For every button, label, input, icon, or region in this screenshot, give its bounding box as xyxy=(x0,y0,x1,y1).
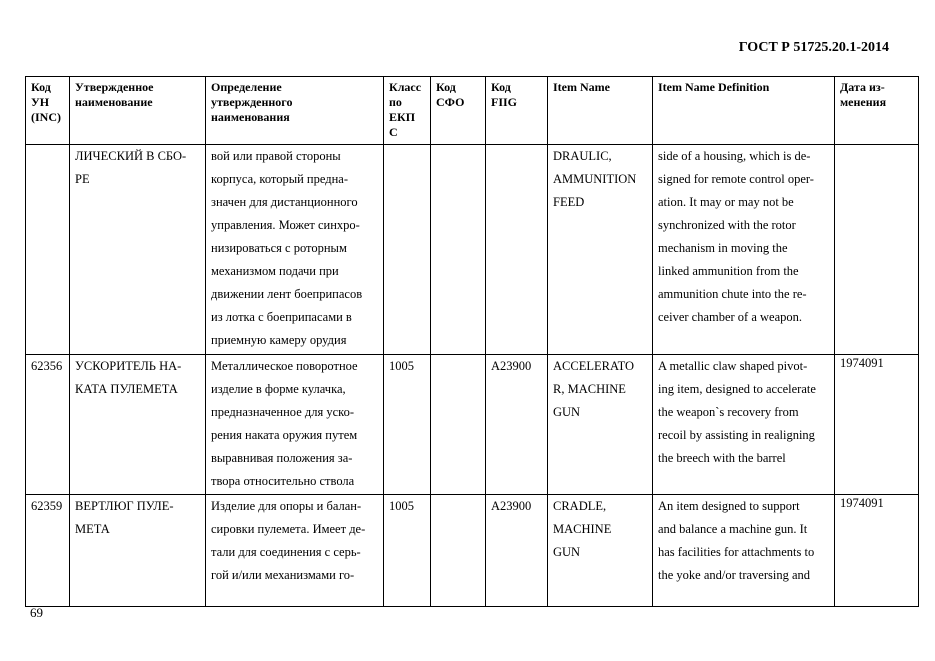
cell-line: наименования xyxy=(211,110,290,124)
cell-line: 1974091 xyxy=(840,496,884,510)
cell-line: значен для дистанционного xyxy=(211,195,358,209)
cell-line: рения наката оружия путем xyxy=(211,428,358,442)
cell-line: AMMUNITION xyxy=(553,172,637,186)
item-definition-cell xyxy=(653,145,835,355)
cell-line: утвержденного xyxy=(211,95,293,109)
cell-line: (INC) xyxy=(31,110,61,124)
sfo-cell xyxy=(431,145,486,355)
table-row xyxy=(26,355,919,495)
cell-line: по xyxy=(389,95,402,109)
cell-line: СФО xyxy=(436,95,465,109)
cell-line: управления. Может синхро- xyxy=(211,218,360,232)
column-header xyxy=(26,77,70,145)
cell-line: and balance a machine gun. It xyxy=(658,522,808,536)
cell-line: MACHINE xyxy=(553,522,612,536)
cell-line: Item Name Definition xyxy=(658,80,770,94)
cell-line: A23900 xyxy=(491,359,532,373)
class-cell xyxy=(384,145,431,355)
cell-line: Дата из- xyxy=(840,80,885,94)
cell-line: РЕ xyxy=(75,172,90,186)
cell-line: тали для соединения с серь- xyxy=(211,545,361,559)
cell-line: Код xyxy=(436,80,456,94)
cell-line: the breech with the barrel xyxy=(658,451,786,465)
cell-line: ation. It may or may not be xyxy=(658,195,794,209)
cell-line: ЛИЧЕСКИЙ В СБО- xyxy=(75,149,187,163)
cell-line: An item designed to support xyxy=(658,499,800,513)
cell-line: Item Name xyxy=(553,80,610,94)
change-date-cell xyxy=(835,495,919,607)
cell-line: Код xyxy=(31,80,51,94)
fiig-cell xyxy=(486,145,548,355)
cell-line: FIIG xyxy=(491,95,518,109)
column-header xyxy=(431,77,486,145)
fiig-cell xyxy=(486,355,548,495)
class-cell xyxy=(384,355,431,495)
cell-line: ceiver chamber of a weapon. xyxy=(658,310,803,324)
cell-line: 62359 xyxy=(31,499,63,513)
column-header xyxy=(486,77,548,145)
cell-line: 1005 xyxy=(389,499,414,513)
cell-line: ЕКП xyxy=(389,110,416,124)
cell-line: Изделие для опоры и балан- xyxy=(211,499,362,513)
cell-line: ammunition chute into the re- xyxy=(658,287,807,301)
column-header xyxy=(653,77,835,145)
column-header xyxy=(384,77,431,145)
cell-line: the yoke and/or traversing and xyxy=(658,568,811,582)
cell-line: КАТА ПУЛЕМЕТА xyxy=(75,382,178,396)
inc-cell xyxy=(26,145,70,355)
table-row xyxy=(26,145,919,355)
cell-line: вой или правой стороны xyxy=(211,149,341,163)
cell-line: Утвержденное xyxy=(75,80,154,94)
table-row xyxy=(26,495,919,607)
cell-line: synchronized with the rotor xyxy=(658,218,796,232)
cell-line: ing item, designed to accelerate xyxy=(658,382,816,396)
cell-line: signed for remote control oper- xyxy=(658,172,814,186)
cell-line: сировки пулемета. Имеет де- xyxy=(211,522,366,536)
definition-cell xyxy=(206,355,384,495)
cell-line: recoil by assisting in realigning xyxy=(658,428,815,442)
cell-line: выравнивая положения за- xyxy=(211,451,353,465)
approved-name-cell xyxy=(70,145,206,355)
item-definition-cell xyxy=(653,355,835,495)
cell-line: GUN xyxy=(553,405,581,419)
cell-line: гой и/или механизмами го- xyxy=(211,568,355,582)
header-row xyxy=(26,77,919,145)
cell-line: Металлическое поворотное xyxy=(211,359,358,373)
cell-line: наименование xyxy=(75,95,153,109)
class-cell xyxy=(384,495,431,607)
cell-line: механизмом подачи при xyxy=(211,264,339,278)
column-header xyxy=(70,77,206,145)
change-date-cell xyxy=(835,355,919,495)
cell-line: has facilities for attachments to xyxy=(658,545,815,559)
cell-line: низироваться с роторным xyxy=(211,241,347,255)
cell-line: 62356 xyxy=(31,359,63,373)
cell-line: GUN xyxy=(553,545,581,559)
column-header xyxy=(206,77,384,145)
cell-line: УСКОРИТЕЛЬ НА- xyxy=(75,359,182,373)
cell-line: 1005 xyxy=(389,359,414,373)
cell-line: изделие в форме кулачка, xyxy=(211,382,346,396)
fiig-cell xyxy=(486,495,548,607)
inc-cell xyxy=(26,355,70,495)
cell-line: УН xyxy=(31,95,50,109)
cell-line: 1974091 xyxy=(840,356,884,370)
cell-line: DRAULIC, xyxy=(553,149,612,163)
approved-name-cell xyxy=(70,495,206,607)
cell-line: the weapon`s recovery from xyxy=(658,405,799,419)
cell-line: R, MACHINE xyxy=(553,382,626,396)
cell-line: side of a housing, which is de- xyxy=(658,149,811,163)
sfo-cell xyxy=(431,355,486,495)
cell-line: ACCELERATO xyxy=(553,359,635,373)
cell-line: CRADLE, xyxy=(553,499,607,513)
inc-cell xyxy=(26,495,70,607)
cell-line: из лотка с боеприпасами в xyxy=(211,310,352,324)
item-definition-cell xyxy=(653,495,835,607)
cell-line: A23900 xyxy=(491,499,532,513)
sfo-cell xyxy=(431,495,486,607)
cell-line: С xyxy=(389,125,398,139)
definition-cell xyxy=(206,495,384,607)
cell-line: корпуса, который предна- xyxy=(211,172,348,186)
approved-name-cell xyxy=(70,355,206,495)
cell-line: предназначенное для уско- xyxy=(211,405,355,419)
document-code: ГОСТ Р 51725.20.1-2014 xyxy=(738,40,889,55)
item-name-cell xyxy=(548,495,653,607)
cell-line: Код xyxy=(491,80,511,94)
column-header xyxy=(548,77,653,145)
cell-line: менения xyxy=(840,95,887,109)
cell-line: движении лент боеприпасов xyxy=(211,287,363,301)
cell-line: ВЕРТЛЮГ ПУЛЕ- xyxy=(75,499,174,513)
cell-line: FEED xyxy=(553,195,585,209)
cell-line: linked ammunition from the xyxy=(658,264,799,278)
cell-line: приемную камеру орудия xyxy=(211,333,347,347)
cell-line: mechanism in moving the xyxy=(658,241,788,255)
definition-cell xyxy=(206,145,384,355)
cell-line: Определение xyxy=(211,80,282,94)
cell-line: A metallic claw shaped pivot- xyxy=(658,359,808,373)
data-table xyxy=(25,76,919,607)
item-name-cell xyxy=(548,145,653,355)
cell-line: МЕТА xyxy=(75,522,110,536)
page-number: 69 xyxy=(30,605,43,620)
change-date-cell xyxy=(835,145,919,355)
cell-line: твора относительно ствола xyxy=(211,474,355,488)
item-name-cell xyxy=(548,355,653,495)
column-header xyxy=(835,77,919,145)
cell-line: Класс xyxy=(389,80,422,94)
